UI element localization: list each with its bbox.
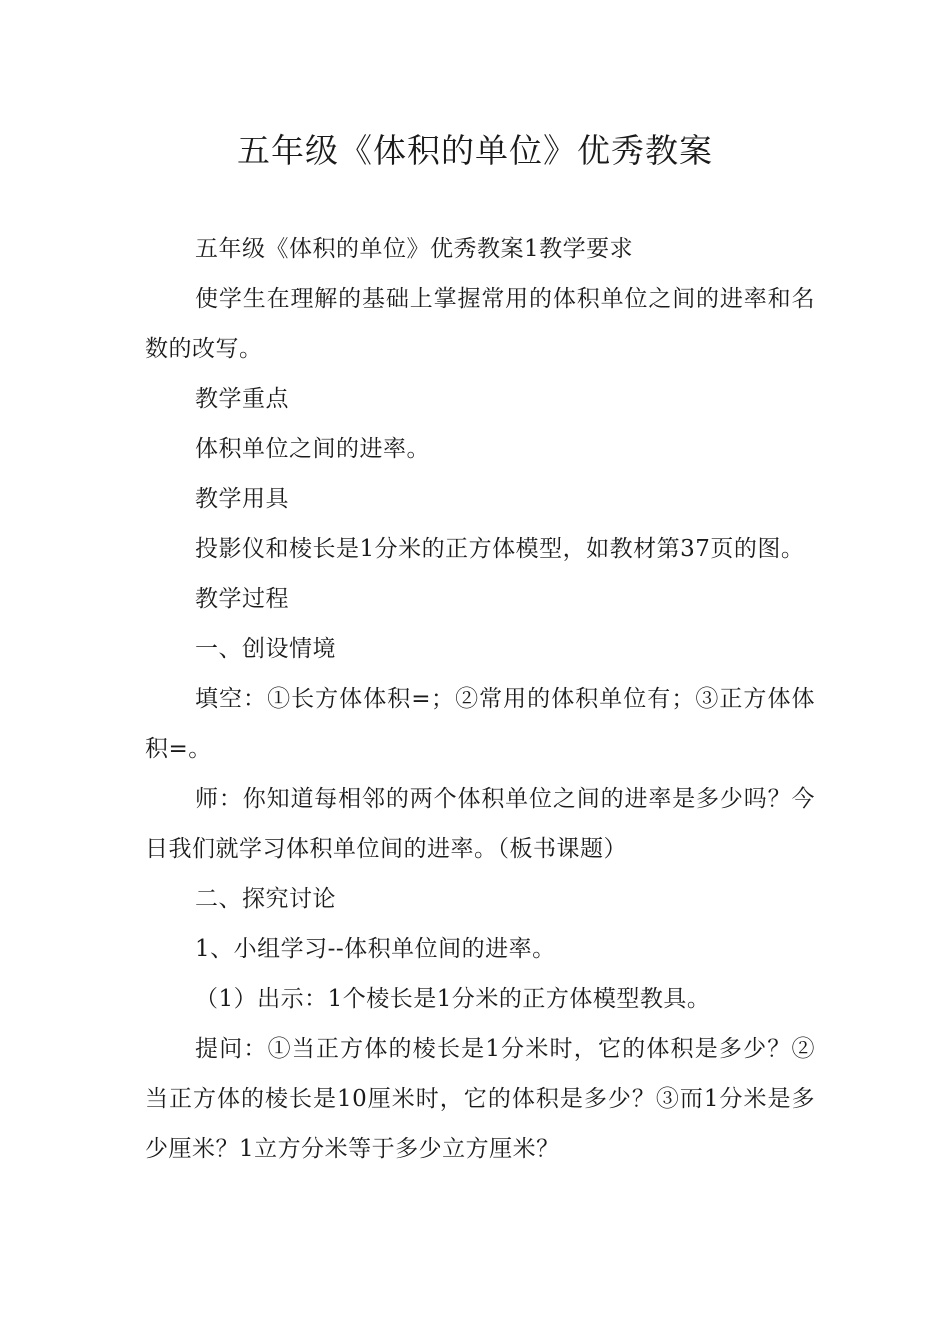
heading-section-one: 一、创设情境 [195,636,336,662]
paragraph-fill-in: 填空：①长方体体积=；②常用的体积单位有；③正方体体积=。 [145,686,815,762]
heading-key-points: 教学重点 [195,386,289,412]
heading-tools: 教学用具 [195,486,289,512]
paragraph-tools: 投影仪和棱长是1分米的正方体模型，如教材第37页的图。 [195,536,805,562]
heading-process: 教学过程 [195,586,289,612]
heading-section-two: 二、探究讨论 [195,886,336,912]
paragraph-teacher: 师：你知道每相邻的两个体积单位之间的进率是多少吗？今日我们就学习体积单位间的进率。（板书课题） [145,786,815,862]
paragraph-questions: 提问：①当正方体的棱长是1分米时，它的体积是多少？②当正方体的棱长是10厘米时，它的体积是多少？③而1分米是多少厘米？1立方分米等于多少立方厘米？ [145,1036,815,1162]
paragraph-group-study: 1、小组学习--体积单位间的进率。 [195,936,556,962]
paragraph-key-points: 体积单位之间的进率。 [195,436,430,462]
document-title: 五年级《体积的单位》优秀教案 [237,131,713,170]
paragraph-subtitle: 五年级《体积的单位》优秀教案1教学要求 [195,236,634,262]
paragraph-show-model: （1）出示：1个棱长是1分米的正方体模型教具。 [195,986,711,1012]
document-body [145,224,815,1174]
paragraph-requirement: 使学生在理解的基础上掌握常用的体积单位之间的进率和名数的改写。 [145,286,815,362]
